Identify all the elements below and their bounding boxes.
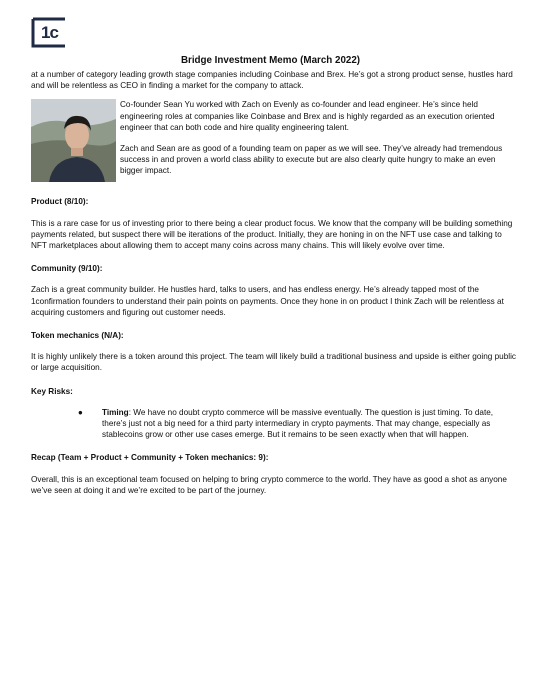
risk-bullet-text xyxy=(94,407,517,441)
founder-photo xyxy=(31,99,116,182)
memo-title: Bridge Investment Memo (March 2022) xyxy=(180,55,361,66)
cofounder-text xyxy=(120,99,517,176)
memo-body xyxy=(31,69,517,496)
product-body: This is a rare case for us of investing prior to there being a clear product focus. We know that the company will be building something payments related, but suspect there will be iterations of the product. Initially, they are honing in on the NFT use case and talking to NFT marketplaces about allowing them to accept many coins across many chains. This will likely evolve over time. xyxy=(31,218,513,251)
risk-bullet-item xyxy=(31,407,517,441)
risk-bullet-body: : We have no doubt crypto commerce will be massive eventually. The question is just timing. To date, there’s just not a big need for a third party intermediary in crypto payments. That may change, especially as stablecoins grow or other use cases emerge. But it remains to be seen exactly when that will happen. xyxy=(102,407,494,440)
token-body: It is highly unlikely there is a token around this project. The team will likely build a traditional business and upside is either going public or large acquisition. xyxy=(31,352,516,373)
team-paragraph: Zach and Sean are as good of a founding team on paper as we will see. They’ve already had tremendous success in and proven a world class ability to execute but are also clearly quite hungry to make an even bigger impact. xyxy=(120,144,503,176)
risks-heading: Key Risks: xyxy=(31,386,73,396)
bullet-dot-icon: ● xyxy=(78,407,83,417)
token-heading: Token mechanics (N/A): xyxy=(31,331,124,341)
intro-paragraph: at a number of category leading growth stage companies including Coinbase and Brex. He’s got a strong product sense, hustles hard and will be relentless as CEO in finding a market for the company to attack. xyxy=(31,70,513,91)
logo-text: 1c xyxy=(41,23,58,42)
person-portrait-icon xyxy=(31,99,116,182)
risk-bullet-label: Timing xyxy=(102,407,129,417)
product-heading: Product (8/10): xyxy=(31,197,89,207)
community-heading: Community (9/10): xyxy=(31,264,103,274)
cofounder-section xyxy=(31,99,517,182)
company-logo xyxy=(31,17,67,48)
recap-heading: Recap (Team + Product + Community + Token mechanics: 9): xyxy=(31,453,269,463)
cofounder-paragraph: Co-founder Sean Yu worked with Zach on Evenly as co-founder and lead engineer. He’s since held engineering roles at companies like Coinbase and Brex and is highly regarded as an execution oriented engineer that can both code and hire quality engineering talent. xyxy=(120,100,495,132)
recap-body: Overall, this is an exceptional team focused on helping to bring crypto commerce to the world. They have as good a shot as anyone we’ve seen at doing it and we’re excited to be part of the journey. xyxy=(31,474,507,495)
community-body: Zach is a great community builder. He hustles hard, talks to users, and has endless energy. He’s already tapped most of the 1confirmation founders to understand their pain points on payments. Once they hone in on product I think Zach will be relentless at acquiring customers and figuring out customer needs. xyxy=(31,285,504,317)
